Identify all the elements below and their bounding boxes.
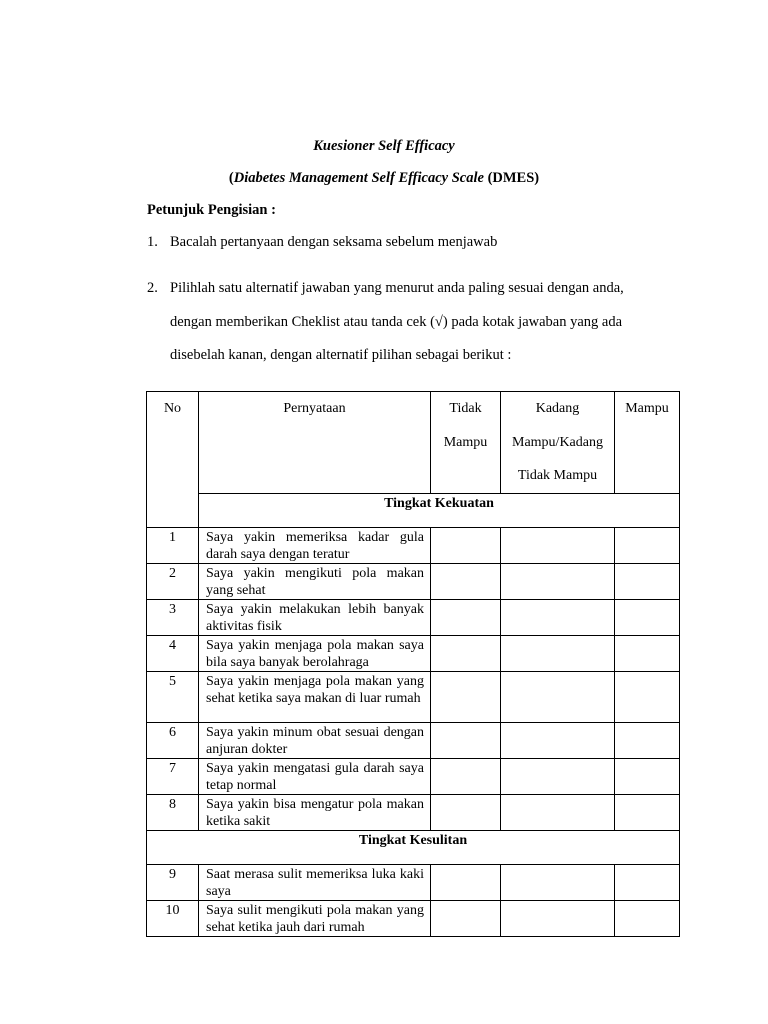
answer-kadang-cell[interactable]: [501, 758, 615, 794]
instructions-heading: Petunjuk Pengisian :: [147, 202, 276, 218]
answer-kadang-cell[interactable]: [501, 671, 615, 722]
answer-kadang-cell[interactable]: [501, 900, 615, 936]
header-kadang: [501, 392, 615, 494]
answer-tidak-mampu-cell[interactable]: [431, 900, 501, 936]
answer-mampu-cell[interactable]: [615, 900, 680, 936]
row-statement: Saya sulit mengikuti pola makan yang sehat ketika jauh dari rumah: [199, 900, 431, 936]
table-row: [147, 635, 680, 671]
questionnaire-table: [146, 391, 680, 937]
header-no: No: [147, 392, 199, 528]
instruction-text: Pilihlah satu alternatif jawaban yang menurut anda paling sesuai dengan anda,: [170, 280, 624, 296]
answer-tidak-mampu-cell[interactable]: [431, 722, 501, 758]
section-row: [147, 830, 680, 864]
subtitle-open-paren: (: [228, 170, 234, 186]
table-row: [147, 599, 680, 635]
answer-mampu-cell[interactable]: [615, 722, 680, 758]
subtitle-rest: (DMES): [483, 170, 540, 186]
answer-tidak-mampu-cell[interactable]: [431, 671, 501, 722]
document-title: Kuesioner Self Efficacy: [313, 138, 455, 154]
answer-tidak-mampu-cell[interactable]: [431, 794, 501, 830]
row-number: 10: [147, 900, 199, 936]
instruction-text: dengan memberikan Cheklist atau tanda cek (√) pada kotak jawaban yang ada: [170, 314, 623, 330]
answer-tidak-mampu-cell[interactable]: [431, 635, 501, 671]
answer-tidak-mampu-cell[interactable]: [431, 758, 501, 794]
row-number: 7: [147, 758, 199, 794]
row-number: 2: [147, 563, 199, 599]
header-kadang-line-2: Mampu/Kadang: [512, 434, 603, 450]
row-statement: Saya yakin minum obat sesuai dengan anjuran dokter: [199, 722, 431, 758]
table-row: [147, 527, 680, 563]
answer-tidak-mampu-cell[interactable]: [431, 563, 501, 599]
answer-mampu-cell[interactable]: [615, 794, 680, 830]
answer-mampu-cell[interactable]: [615, 758, 680, 794]
header-kadang-line-1: Kadang: [535, 401, 580, 416]
row-number: 1: [147, 527, 199, 563]
section-title: Tingkat Kekuatan: [199, 493, 680, 527]
row-number: 9: [147, 864, 199, 900]
row-statement: Saat merasa sulit memeriksa luka kaki saya: [199, 864, 431, 900]
answer-mampu-cell[interactable]: [615, 671, 680, 722]
instruction-number: 1.: [147, 234, 158, 250]
answer-kadang-cell[interactable]: [501, 864, 615, 900]
subtitle-italic: Diabetes Management Self Efficacy Scale: [233, 170, 484, 186]
header-tidak-mampu-line-1: Tidak: [449, 401, 482, 416]
answer-mampu-cell[interactable]: [615, 864, 680, 900]
answer-mampu-cell[interactable]: [615, 527, 680, 563]
section-row: [147, 493, 680, 527]
answer-tidak-mampu-cell[interactable]: [431, 599, 501, 635]
table-row: [147, 864, 680, 900]
row-statement: Saya yakin melakukan lebih banyak aktivitas fisik: [199, 599, 431, 635]
answer-kadang-cell[interactable]: [501, 794, 615, 830]
header-tidak-mampu: [431, 392, 501, 494]
answer-mampu-cell[interactable]: [615, 635, 680, 671]
row-statement: Saya yakin menjaga pola makan yang sehat ketika saya makan di luar rumah: [199, 671, 431, 722]
instruction-number: 2.: [147, 280, 158, 296]
document-subtitle: [0, 170, 768, 187]
row-number: 4: [147, 635, 199, 671]
answer-kadang-cell[interactable]: [501, 563, 615, 599]
answer-tidak-mampu-cell[interactable]: [431, 527, 501, 563]
table-row: [147, 794, 680, 830]
table-row: [147, 722, 680, 758]
row-statement: Saya yakin menjaga pola makan saya bila saya banyak berolahraga: [199, 635, 431, 671]
answer-kadang-cell[interactable]: [501, 635, 615, 671]
answer-kadang-cell[interactable]: [501, 599, 615, 635]
table-header-row: [147, 392, 680, 494]
answer-mampu-cell[interactable]: [615, 599, 680, 635]
row-number: 5: [147, 671, 199, 722]
header-mampu: Mampu: [615, 392, 680, 494]
header-statement: Pernyataan: [199, 392, 431, 494]
row-statement: Saya yakin mengatasi gula darah saya tetap normal: [199, 758, 431, 794]
row-statement: Saya yakin bisa mengatur pola makan ketika sakit: [199, 794, 431, 830]
table-row: [147, 900, 680, 936]
answer-tidak-mampu-cell[interactable]: [431, 864, 501, 900]
answer-kadang-cell[interactable]: [501, 527, 615, 563]
row-statement: Saya yakin mengikuti pola makan yang sehat: [199, 563, 431, 599]
row-number: 6: [147, 722, 199, 758]
row-statement: Saya yakin memeriksa kadar gula darah saya dengan teratur: [199, 527, 431, 563]
row-number: 3: [147, 599, 199, 635]
header-kadang-line-3: Tidak Mampu: [517, 468, 598, 483]
instruction-text: Bacalah pertanyaan dengan seksama sebelum menjawab: [170, 234, 498, 250]
answer-mampu-cell[interactable]: [615, 563, 680, 599]
instruction-text: disebelah kanan, dengan alternatif pilihan sebagai berikut :: [170, 347, 512, 363]
table-row: [147, 758, 680, 794]
table-row: [147, 671, 680, 722]
table-row: [147, 563, 680, 599]
row-number: 8: [147, 794, 199, 830]
header-tidak-mampu-line-2: Mampu: [443, 434, 488, 450]
section-title: Tingkat Kesulitan: [147, 830, 680, 864]
answer-kadang-cell[interactable]: [501, 722, 615, 758]
